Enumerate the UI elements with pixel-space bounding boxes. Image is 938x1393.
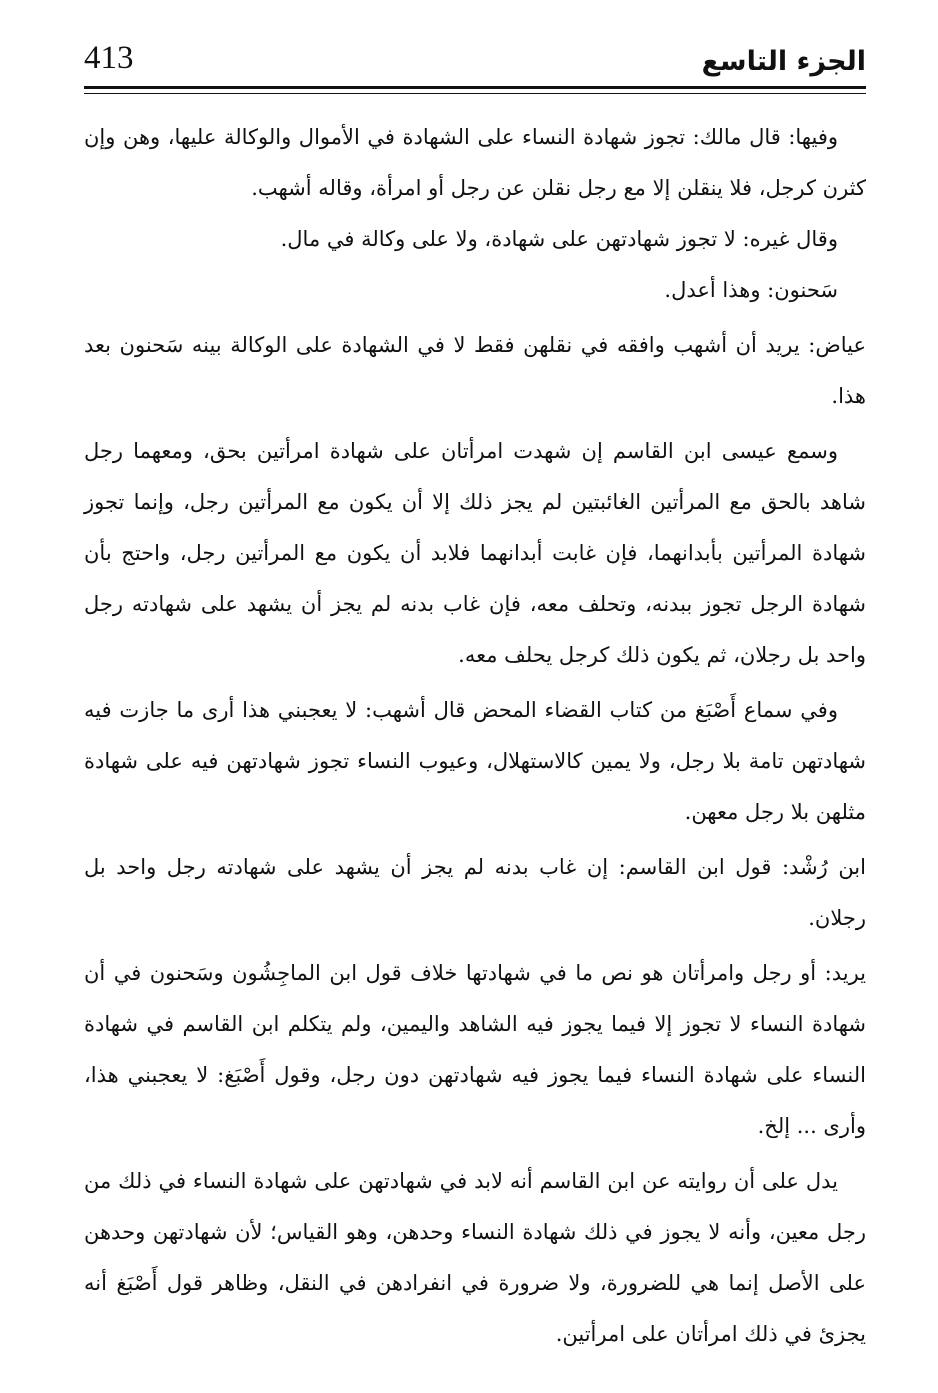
paragraph-5: وسمع عيسى ابن القاسم إن شهدت امرأتان على شهادة امرأتين بحق، ومعهما رجل شاهد بالحق مع المرأتين الغائبتين لم يجز ذلك إلا أن يكون مع المرأتين رجل، وإنما تجوز شهادة المرأتين بأبدانهما، فإن غابت أبدانهما فلابد أن يكون مع المرأتين رجل، واحتج بأن شهادة الرجل تجوز ببدنه، وتحلف معه، فإن غاب بدنه لم يجز أن يشهد على شهادته رجل واحد بل رجلان، ثم يكون ذلك كرجل يحلف معه. (84, 439, 866, 667)
paragraph-8: يريد: أو رجل وامرأتان هو نص ما في شهادتها خلاف قول ابن الماجِشُون وسَحنون في أن شهادة النساء لا تجوز إلا فيما يجوز فيه الشاهد واليمين، ولم يتكلم ابن القاسم في شهادة النساء على شهادة النساء فيما يجوز فيه شهادتهن دون رجل، وقول أَصْبَغ: لا يعجبني هذا، وأرى ... إلخ. (84, 961, 866, 1138)
paragraph-9: يدل على أن روايته عن ابن القاسم أنه لابد في شهادتهن على شهادة النساء في ذلك من رجل معين، وأنه لا يجوز في ذلك شهادة النساء وحدهن، وهو القياس؛ لأن شهادتهن وحدهن على الأصل إنما هي للضرورة، ولا ضرورة في انفرادهن في النقل، وظاهر قول أَصْبَغ أنه يجزئ في ذلك امرأتان على امرأتين. (84, 1169, 866, 1346)
paragraph-1: وفيها: قال مالك: تجوز شهادة النساء على الشهادة في الأموال والوكالة عليها، وهن وإن كثرن كرجل، فلا ينقلن إلا مع رجل نقلن عن رجل أو امرأة، وقاله أشهب. (84, 125, 866, 200)
page-header (84, 30, 866, 90)
page-body (84, 112, 866, 1364)
header-rule (84, 86, 866, 94)
paragraph-3: سَحنون: وهذا أعدل. (664, 278, 838, 302)
paragraph-4: عياض: يريد أن أشهب وافقه في نقلهن فقط لا في الشهادة على الوكالة بينه سَحنون بعد هذا. (84, 333, 866, 408)
paragraph-2: وقال غيره: لا تجوز شهادتهن على شهادة، ولا على وكالة في مال. (280, 227, 838, 251)
page-number: 413 (84, 40, 134, 76)
paragraph-7: ابن رُشْد: قول ابن القاسم: إن غاب بدنه لم يجز أن يشهد على شهادته رجل واحد بل رجلان. (84, 855, 866, 930)
running-title: الجزء التاسع (701, 46, 866, 77)
paragraph-6: وفي سماع أَصْبَغ من كتاب القضاء المحض قال أشهب: لا يعجبني هذا أرى ما جازت فيه شهادتهن تامة بلا رجل، ولا يمين كالاستهلال، وعيوب النساء تجوز شهادتهن فيه على شهادة مثلهن بلا رجل معهن. (84, 698, 866, 824)
